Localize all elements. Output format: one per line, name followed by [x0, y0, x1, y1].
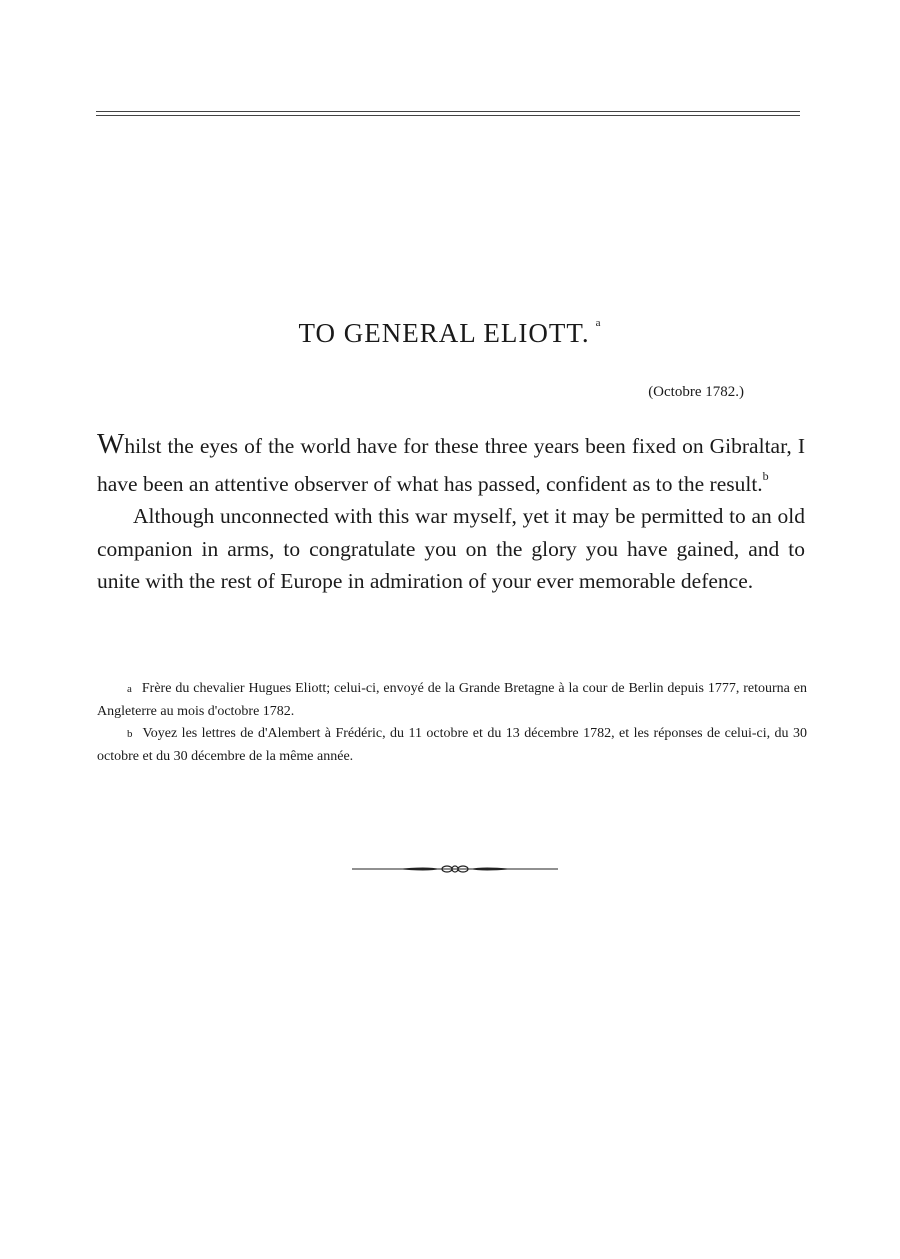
letter-title [0, 318, 900, 349]
letter-body [97, 428, 805, 598]
drop-cap: W [97, 428, 125, 460]
letter-title-text: TO GENERAL ELIOTT. [298, 318, 590, 348]
footnotes [97, 678, 807, 768]
footnote-a-text: Frère du chevalier Hugues Eliott; celui-ci, envoyé de la Grande Bretagne à la cour de Berlin depuis 1777, retourna en Angleterre au mois d'octobre 1782. [97, 681, 807, 719]
footnote-a-marker: a [127, 683, 132, 695]
paragraph-1 [97, 428, 805, 500]
title-footnote-marker: a [595, 317, 602, 329]
top-double-rule [96, 111, 800, 116]
paragraph-1-text: hilst the eyes of the world have for these three years been fixed on Gibraltar, I have been an attentive observer of what has passed, confident as to the result. [97, 434, 805, 496]
ornament-divider-icon [352, 861, 558, 877]
letter-date: (Octobre 1782.) [648, 384, 744, 400]
footnote-a [97, 678, 807, 723]
footnote-b-text: Voyez les lettres de d'Alembert à Frédéric, du 11 octobre et du 13 décembre 1782, et les réponses de celui-ci, du 30 octobre et du 30 décembre de la même année. [97, 726, 807, 764]
footnote-b [97, 723, 807, 768]
paragraph-2: Although unconnected with this war myself, yet it may be permitted to an old companion in arms, to congratulate you on the glory you have gained, and to unite with the rest of Europe in admiration of your ever memorable defence. [97, 504, 805, 594]
footnote-b-marker: b [127, 728, 133, 740]
paragraph-1-footnote-marker: b [762, 468, 769, 483]
